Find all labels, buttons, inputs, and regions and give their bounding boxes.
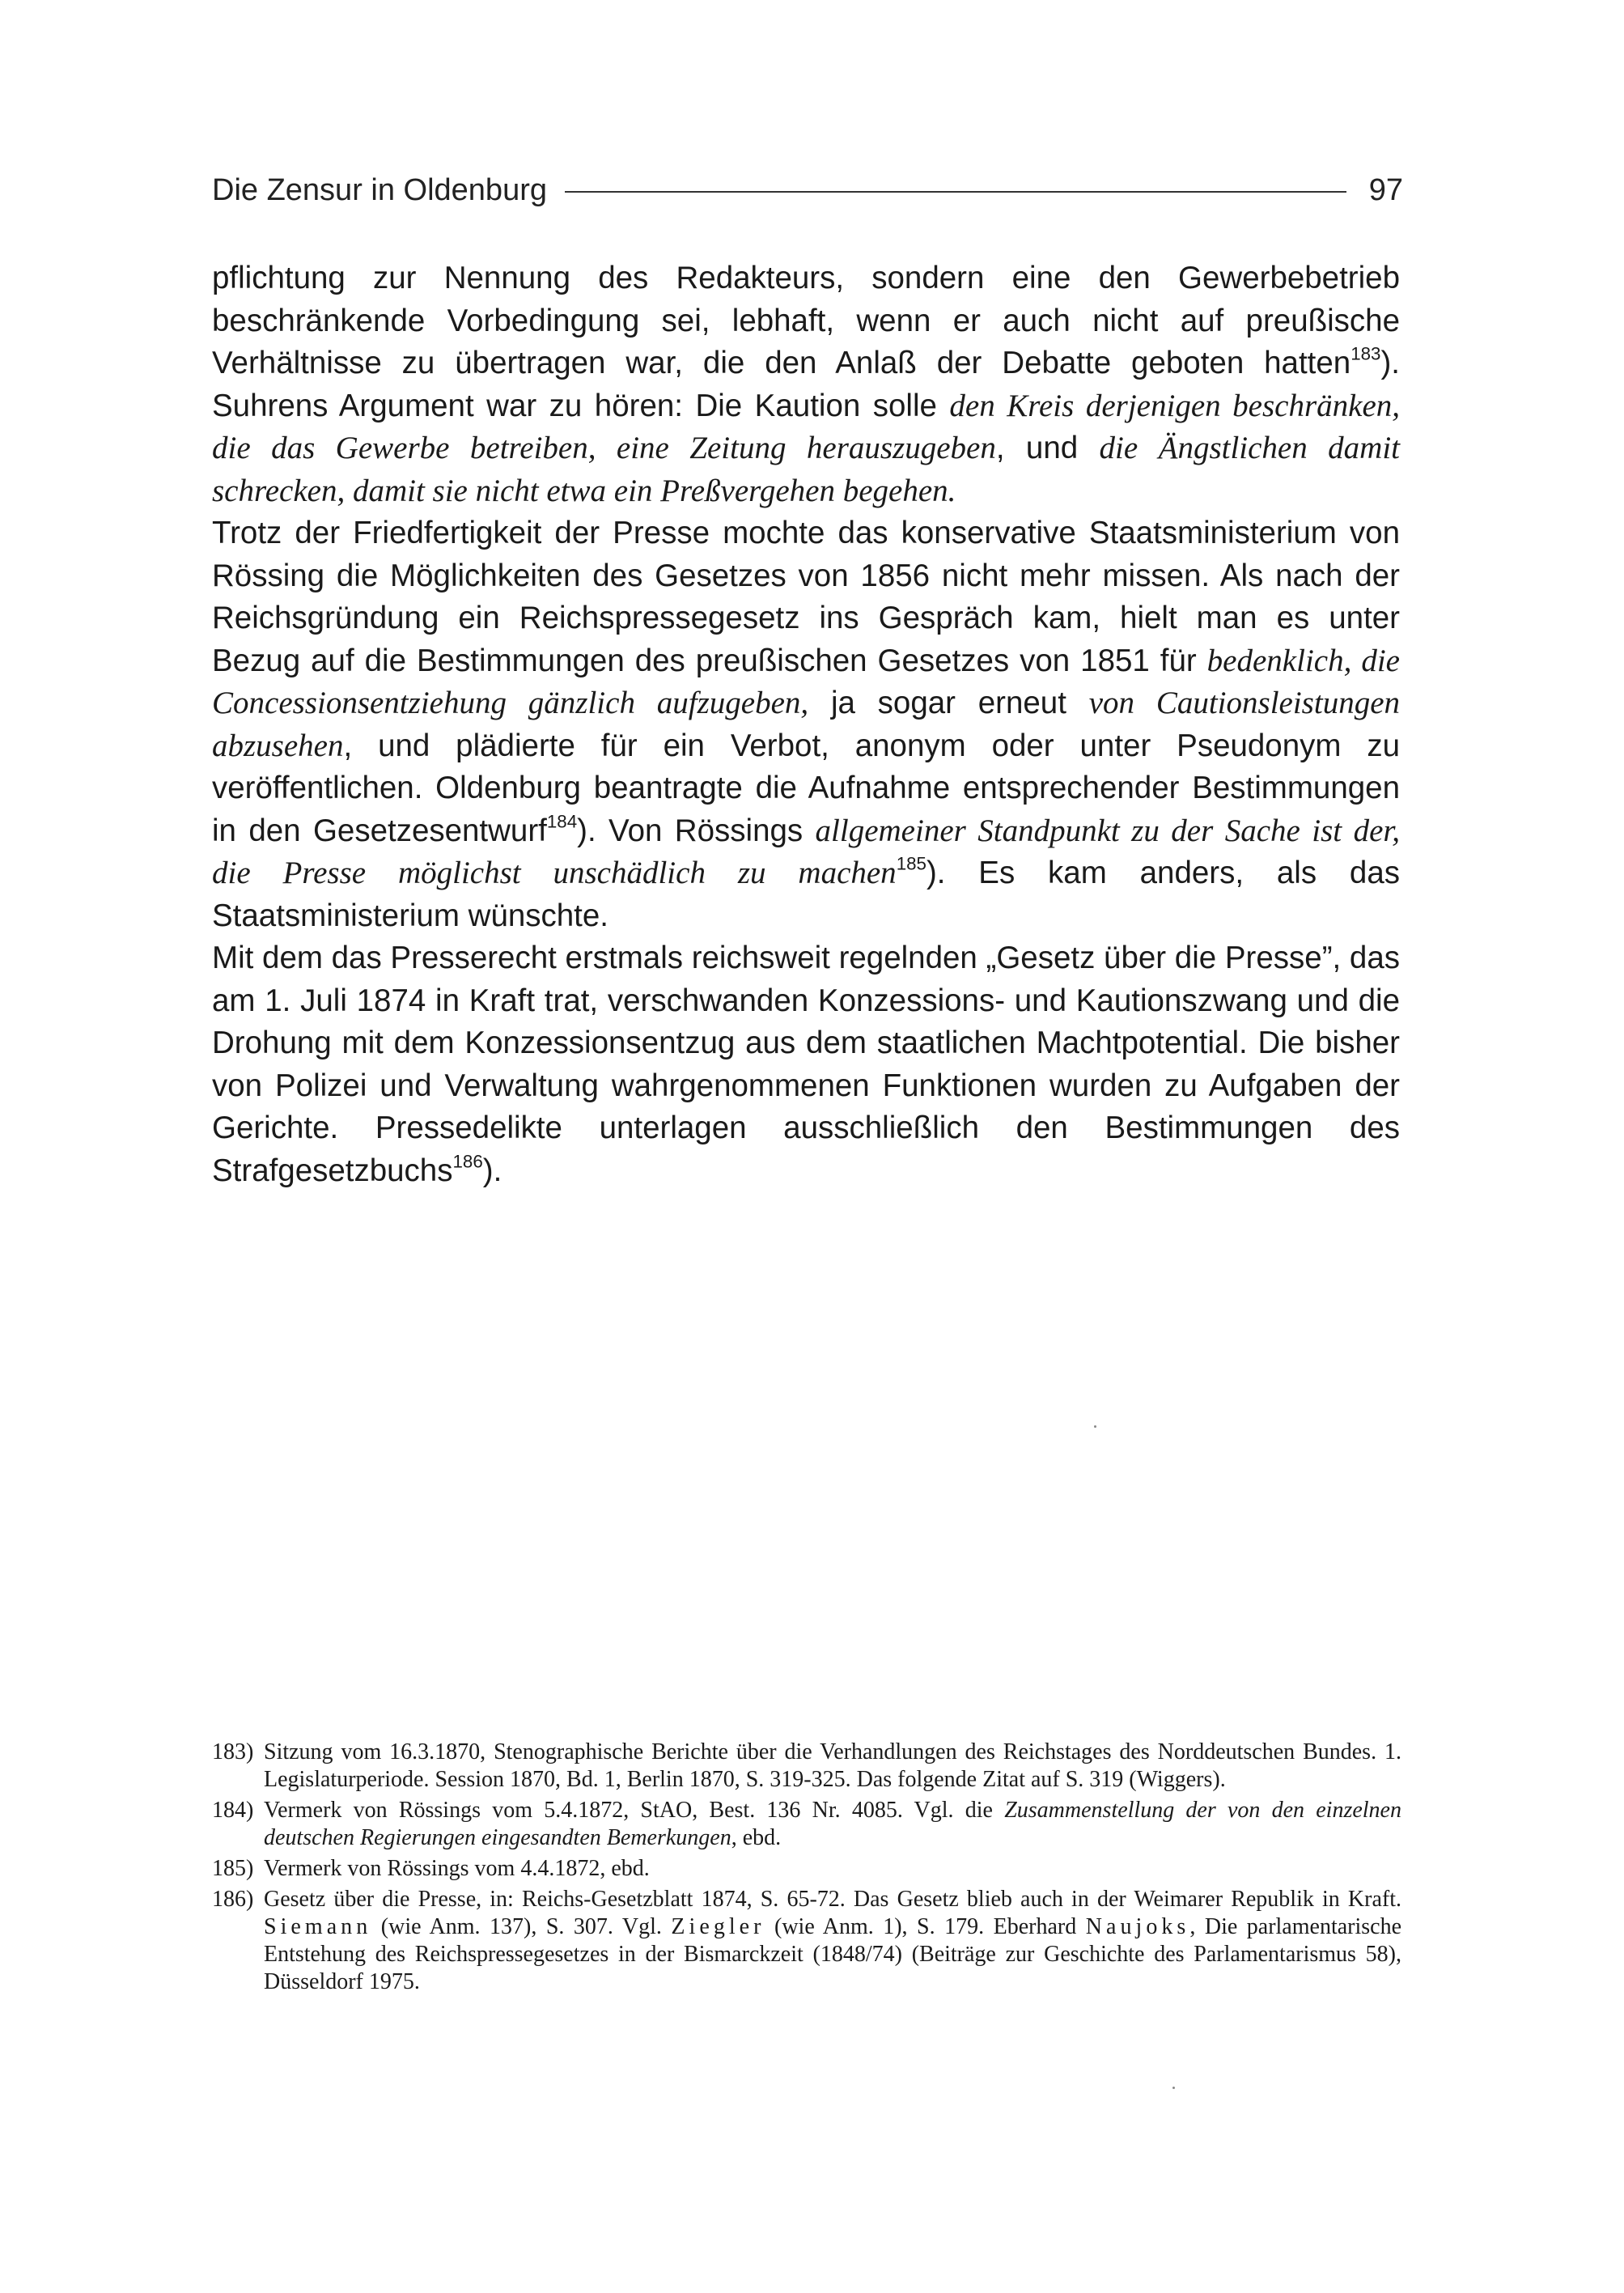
footnote-number: 183)	[212, 1739, 254, 1764]
page-number: 97	[1368, 172, 1403, 207]
footnotes	[212, 1739, 1401, 1999]
text-run: ). Es kam anders, als das Staatsministerium wünschte.	[212, 856, 1400, 933]
text-run: ). Suhrens Argument war zu hören: Die Kaution solle	[212, 346, 1400, 423]
paragraph-1	[212, 257, 1400, 512]
author-name: Ziegler	[671, 1914, 765, 1939]
italic-quote: bedenklich, die Concessionsentziehung gänzlich aufzugeben,	[212, 643, 1400, 720]
author-name: Siemann	[264, 1914, 372, 1939]
text-run: , ebd.	[731, 1825, 782, 1850]
footnote	[212, 1855, 1401, 1883]
footnote-text	[264, 1855, 1401, 1883]
footnote-number: 185)	[212, 1856, 254, 1881]
italic-quote: allgemeiner Standpunkt zu der Sache ist der, die Presse möglichst unschädlich zu machen	[212, 813, 1400, 890]
text-run: (wie Anm. 137), S. 307. Vgl.	[371, 1914, 672, 1939]
text-run: Vermerk von Rössings vom 4.4.1872, ebd.	[264, 1856, 650, 1881]
italic-quote: die Ängstlichen damit schrecken, damit sie nicht etwa ein Preßvergehen begehen.	[212, 431, 1401, 508]
text-run: Vermerk von Rössings vom 5.4.1872, StAO, Best. 136 Nr. 4085. Vgl. die	[264, 1798, 1005, 1823]
footnote	[212, 1797, 1401, 1852]
italic-quote: Zusammenstellung der von den einzelnen deutschen Regierungen eingesandten Bemerkungen	[264, 1798, 1401, 1850]
text-run: ). Von Rössings	[577, 813, 816, 848]
header-rule	[565, 191, 1346, 193]
text-run: , und	[995, 431, 1100, 465]
text-run: pflichtung zur Nennung des Redakteurs, sondern eine den Gewerbebetrieb beschränkende Vorbedingung sei, lebhaft, wenn er auch nicht auf preußische Verhältnisse zu übertragen war, die den Anlaß der Debatte geboten hatten	[212, 261, 1400, 380]
italic-quote: von Cautionsleistungen abzusehen	[212, 686, 1401, 763]
text-run: ).	[482, 1153, 502, 1188]
author-name: Naujoks	[1085, 1914, 1190, 1939]
footnote	[212, 1886, 1401, 1996]
main-text	[212, 257, 1400, 1192]
footnote	[212, 1739, 1401, 1794]
text-run: (wie Anm. 1), S. 179. Eberhard	[765, 1914, 1086, 1939]
text-run: Gesetz über die Presse, in: Reichs-Gesetzblatt 1874, S. 65-72. Das Gesetz blieb auch in der Weimarer Republik in Kraft.	[264, 1887, 1401, 1912]
footnote-ref: 185	[896, 853, 926, 874]
text-run: ja sogar erneut	[808, 686, 1089, 720]
text-run: , und plädierte für ein Verbot, anonym oder unter Pseudonym zu veröffentlichen. Oldenburg beantragte die Aufnahme entsprechender Bestimmungen in den Gesetzesentwurf	[212, 728, 1400, 848]
footnote-ref: 183	[1351, 343, 1381, 364]
text-run: Mit dem das Presserecht erstmals reichsweit regelnden „Gesetz über die Presse”, das am 1. Juli 1874 in Kraft trat, verschwanden Konzessions- und Kautionszwang und die Drohung mit dem Konzessionsentzug aus dem staatlichen Machtpotential. Die bisher von Polizei und Verwaltung wahrgenommenen Funktionen wurden zu Aufgaben der Gerichte. Pressedelikte unterlagen ausschließlich den Bestimmungen des Strafgesetzbuchs	[212, 941, 1400, 1188]
footnote-text	[264, 1886, 1401, 1996]
paragraph-2	[212, 512, 1400, 937]
footnote-text	[264, 1797, 1401, 1852]
italic-quote: den Kreis derjenigen beschränken, die das Gewerbe betreiben, eine Zeitung herauszugeben	[212, 388, 1400, 465]
footnote-number: 184)	[212, 1798, 254, 1823]
running-head	[212, 166, 1403, 214]
print-speck	[1172, 2087, 1175, 2089]
text-run: , Die parlamentarische Entstehung des Reichspressegesetzes in der Bismarckzeit (1848/74) (Beiträge zur Geschichte des Parlamentarismus 58), Düsseldorf 1975.	[264, 1914, 1401, 1994]
text-run: Sitzung vom 16.3.1870, Stenographische Berichte über die Verhandlungen des Reichstages des Norddeutschen Bundes. 1. Legislaturperiode. Session 1870, Bd. 1, Berlin 1870, S. 319-325. Das folgende Zitat auf S. 319 (Wiggers).	[264, 1739, 1401, 1792]
footnote-ref: 186	[452, 1150, 483, 1171]
footnote-ref: 184	[546, 810, 578, 831]
footnote-number: 186)	[212, 1887, 254, 1912]
paragraph-3	[212, 937, 1400, 1192]
running-head-title: Die Zensur in Oldenburg	[212, 172, 547, 207]
text-run: Trotz der Friedfertigkeit der Presse mochte das konservative Staatsministerium von Rössing die Möglichkeiten des Gesetzes von 1856 nicht mehr missen. Als nach der Reichsgründung ein Reichspressegesetz ins Gespräch kam, hielt man es unter Bezug auf die Bestimmungen des preußischen Gesetzes von 1851 für	[212, 516, 1400, 678]
footnote-text	[264, 1739, 1401, 1794]
print-speck	[1094, 1425, 1096, 1428]
